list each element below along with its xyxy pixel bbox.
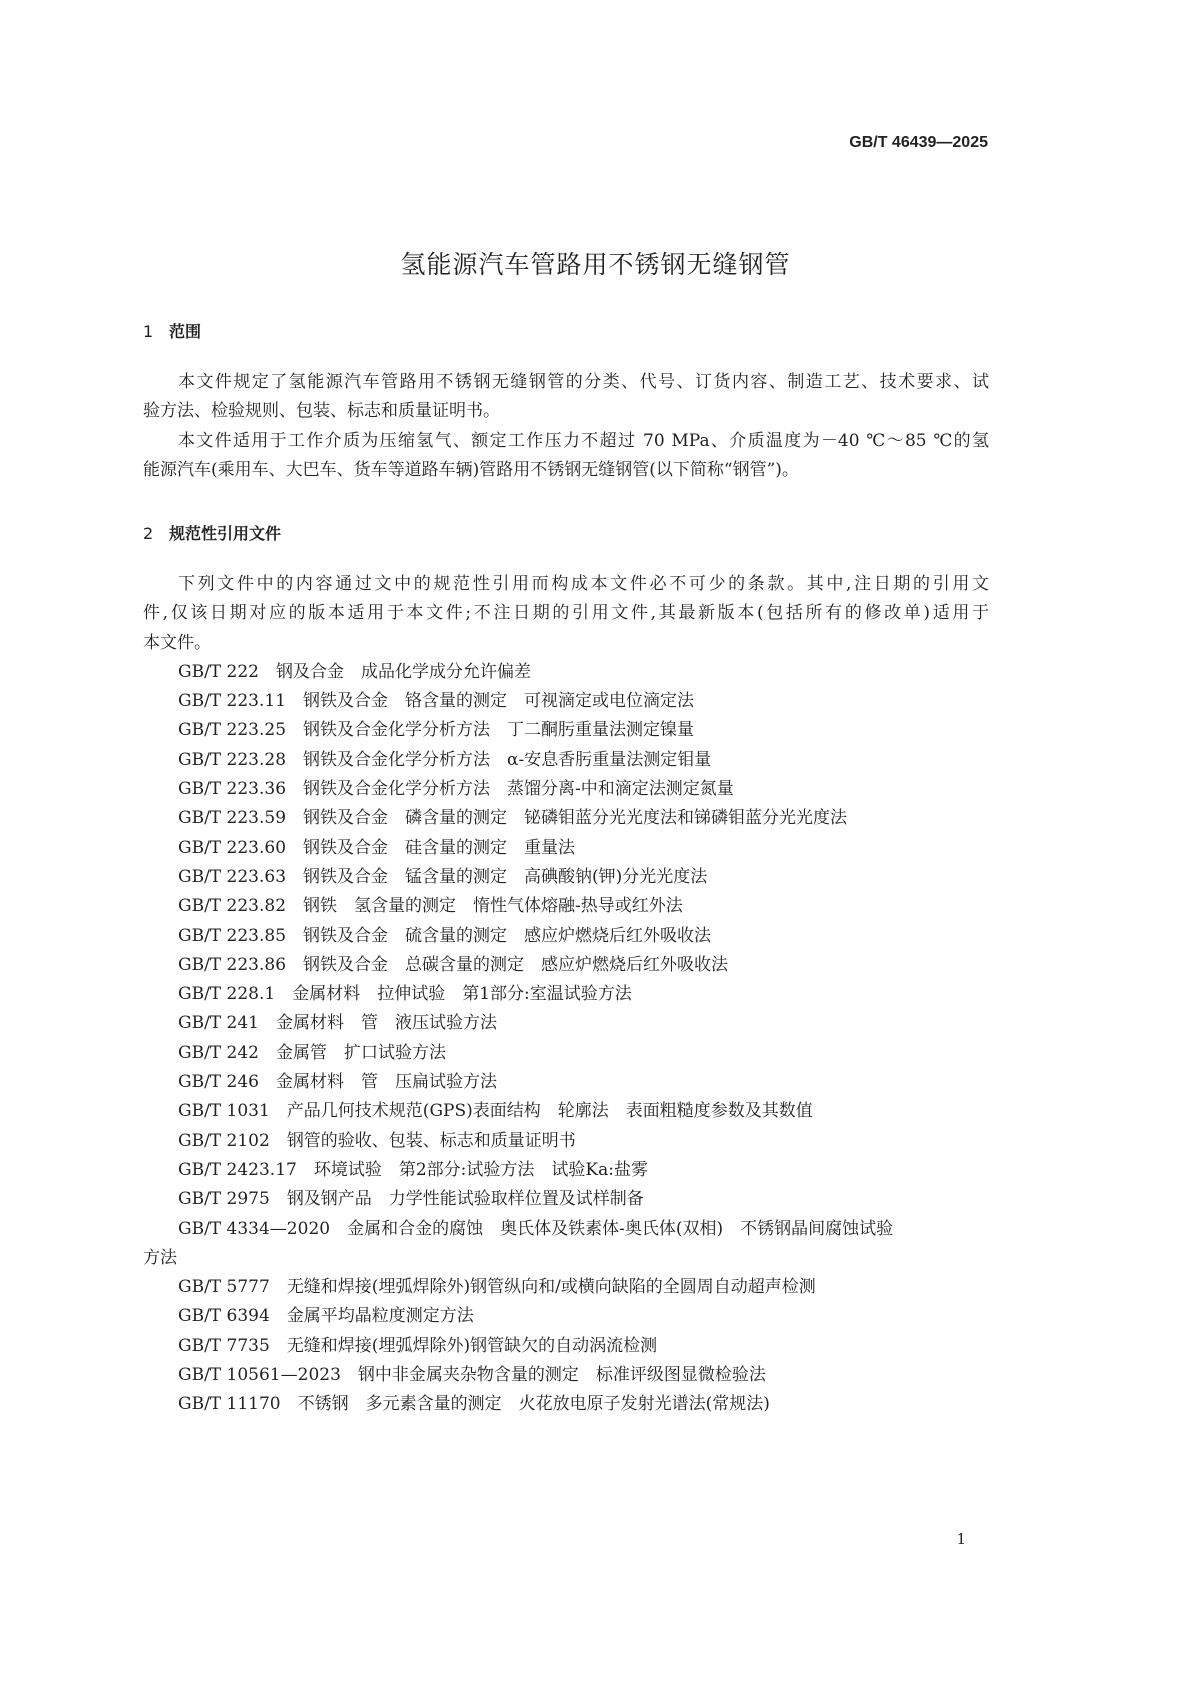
reference-code: GB/T 223.82 [178,896,287,917]
paragraph-line: 件,仅该日期对应的版本适用于本文件;不注日期的引用文件,其最新版本(包括所有的修改单)适用于 [143,603,989,624]
reference-item [143,1097,989,1126]
reference-code: GB/T 222 [178,661,259,682]
reference-title: 产品几何技术规范(GPS)表面结构 轮廓法 表面粗糙度参数及其数值 [286,1101,813,1122]
reference-item [143,1127,989,1156]
reference-item [143,834,989,863]
reference-title-continuation: 方法 [143,1247,177,1268]
section-1-heading [143,319,201,342]
reference-item [143,804,989,833]
reference-title: 钢及钢产品 力学性能试验取样位置及试样制备 [286,1189,644,1210]
page-number: 1 [956,1530,966,1548]
reference-item [143,1039,989,1068]
reference-title: 钢铁及合金化学分析方法 蒸馏分离-中和滴定法测定氮量 [303,779,734,800]
reference-item [143,1068,989,1097]
reference-title: 钢铁及合金化学分析方法 α-安息香肟重量法测定钼量 [303,749,712,770]
reference-title: 无缝和焊接(埋弧焊除外)钢管纵向和/或横向缺陷的全圆周自动超声检测 [286,1277,816,1298]
section-1-body [143,368,989,485]
reference-code: GB/T 1031 [178,1101,270,1122]
paragraph-line: 下列文件中的内容通过文中的规范性引用而构成本文件必不可少的条款。其中,注日期的引用文 [178,574,989,594]
reference-title: 钢中非金属夹杂物含量的测定 标准评级图显微检验法 [357,1365,766,1386]
section-title: 规范性引用文件 [169,524,282,543]
reference-title: 钢铁 氢含量的测定 惰性气体熔融-热导或红外法 [303,896,683,917]
reference-title: 无缝和焊接(埋弧焊除外)钢管缺欠的自动涡流检测 [286,1335,658,1356]
reference-code: GB/T 10561—2023 [178,1365,341,1386]
paragraph-line: 本文件适用于工作介质为压缩氢气、额定工作压力不超过 70 MPa、介质温度为－40 ℃～85 ℃的氢 [178,430,989,451]
reference-code: GB/T 223.28 [178,749,287,770]
reference-title: 金属平均晶粒度测定方法 [286,1306,474,1327]
reference-item [143,1009,989,1038]
reference-code: GB/T 7735 [178,1335,270,1356]
reference-code: GB/T 223.11 [178,691,287,712]
reference-item [143,951,989,980]
reference-item [143,922,989,951]
reference-code: GB/T 11170 [178,1394,281,1415]
reference-title: 钢铁及合金 锰含量的测定 高碘酸钠(钾)分光光度法 [303,866,708,887]
reference-title: 钢管的验收、包装、标志和质量证明书 [286,1130,576,1151]
reference-code: GB/T 223.25 [178,720,287,741]
reference-item [143,716,989,745]
reference-item [143,775,989,804]
reference-title: 钢铁及合金 总碳含量的测定 感应炉燃烧后红外吸收法 [303,954,729,975]
reference-item [143,1361,989,1390]
reference-code: GB/T 228.1 [178,984,276,1005]
reference-item [143,746,989,775]
reference-title: 金属材料 管 液压试验方法 [276,1013,497,1034]
reference-item [143,892,989,921]
reference-title: 金属管 扩口试验方法 [276,1042,446,1063]
standard-number: GB/T 46439—2025 [849,134,988,151]
reference-title: 金属材料 拉伸试验 第1部分:室温试验方法 [292,984,632,1005]
document-title: 氢能源汽车管路用不锈钢无缝钢管 [400,250,791,279]
paragraph-line: 本文件。 [143,632,211,653]
reference-code: GB/T 4334—2020 [178,1218,331,1239]
reference-code: GB/T 246 [178,1072,259,1093]
reference-item [143,1302,989,1331]
reference-code: GB/T 223.86 [178,954,287,975]
reference-code: GB/T 2423.17 [178,1159,297,1180]
reference-code: GB/T 241 [178,1013,259,1034]
reference-code: GB/T 2975 [178,1189,270,1210]
reference-title: 金属和合金的腐蚀 奥氏体及铁素体-奥氏体(双相) 不锈钢晶间腐蚀试验 [347,1218,894,1239]
reference-title: 环境试验 第2部分:试验方法 试验Ka:盐雾 [313,1159,648,1180]
reference-code: GB/T 223.59 [178,808,287,829]
reference-item [143,1215,989,1244]
section-2-body [143,570,989,1420]
reference-item [143,1185,989,1214]
paragraph-line: 本文件规定了氢能源汽车管路用不锈钢无缝钢管的分类、代号、订货内容、制造工艺、技术要求、试 [178,372,989,392]
reference-item [143,1156,989,1185]
reference-code: GB/T 5777 [178,1277,270,1298]
reference-code: GB/T 223.85 [178,925,287,946]
reference-title: 钢铁及合金 硅含量的测定 重量法 [303,837,576,858]
reference-item [143,980,989,1009]
reference-code: GB/T 223.63 [178,866,287,887]
reference-title: 钢铁及合金 铬含量的测定 可视滴定或电位滴定法 [303,691,695,712]
reference-item [143,687,989,716]
reference-code: GB/T 242 [178,1042,259,1063]
reference-title: 钢铁及合金 磷含量的测定 铋磷钼蓝分光光度法和锑磷钼蓝分光光度法 [303,808,848,829]
reference-code: GB/T 2102 [178,1130,270,1151]
reference-item [143,658,989,687]
reference-item [143,1273,989,1302]
paragraph-line: 能源汽车(乘用车、大巴车、货车等道路车辆)管路用不锈钢无缝钢管(以下简称“钢管”)。 [143,459,799,480]
reference-item [143,863,989,892]
reference-code: GB/T 6394 [178,1306,270,1327]
section-number: 1 [143,322,154,341]
reference-title: 钢铁及合金化学分析方法 丁二酮肟重量法测定镍量 [303,720,695,741]
reference-item [143,1332,989,1361]
reference-title: 不锈钢 多元素含量的测定 火花放电原子发射光谱法(常规法) [297,1394,770,1415]
reference-code: GB/T 223.36 [178,779,287,800]
paragraph-line: 验方法、检验规则、包装、标志和质量证明书。 [143,401,500,422]
reference-title: 钢铁及合金 硫含量的测定 感应炉燃烧后红外吸收法 [303,925,712,946]
section-2-heading [143,521,281,544]
reference-title: 金属材料 管 压扁试验方法 [276,1072,497,1093]
reference-title: 钢及合金 成品化学成分允许偏差 [276,661,531,682]
reference-code: GB/T 223.60 [178,837,287,858]
reference-item [143,1390,989,1419]
section-number: 2 [143,524,154,543]
section-title: 范围 [169,322,202,341]
